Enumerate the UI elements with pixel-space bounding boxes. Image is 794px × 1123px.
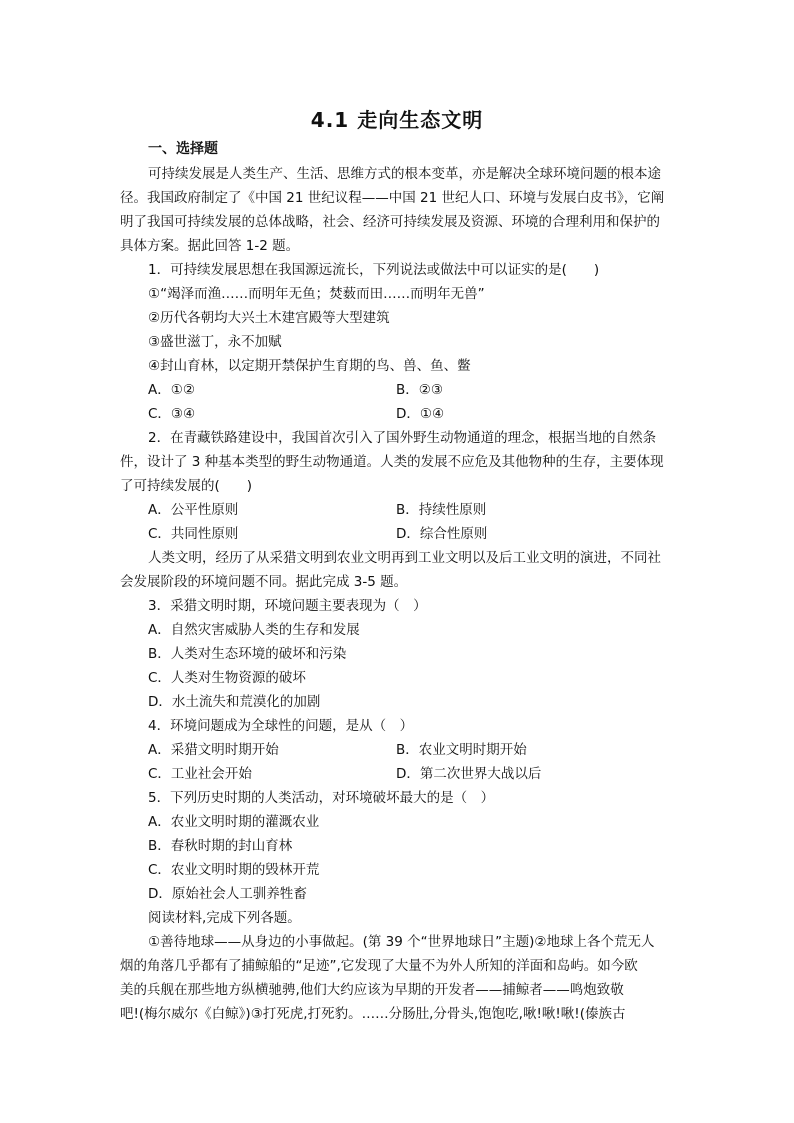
question-2-option-d: D．综合性原则 (396, 526, 488, 542)
paragraph-line: 可持续发展是人类生产、生活、思维方式的根本变革，亦是解决全球环境问题的根本途 (148, 166, 661, 182)
question-3-option-c: C．人类对生物资源的破坏 (148, 670, 306, 686)
question-5-option-a: A．农业文明时期的灌溉农业 (148, 814, 320, 830)
question-2-option-a: A．公平性原则 (148, 502, 239, 518)
question-5-option-c: C．农业文明时期的毁林开荒 (148, 862, 320, 878)
paragraph-line: 具体方案。据此回答 1-2 题。 (120, 238, 300, 254)
question-4-option-d: D．第二次世界大战以后 (396, 766, 542, 782)
question-2-option-c: C．共同性原则 (148, 526, 239, 542)
question-2-stem: 2．在青藏铁路建设中，我国首次引入了国外野生动物通道的理念，根据当地的自然条 (148, 430, 657, 446)
question-4-option-c: C．工业社会开始 (148, 766, 252, 782)
question-1-stem: 1．可持续发展思想在我国源远流长，下列说法或做法中可以证实的是( ) (148, 262, 600, 278)
reading-line: 美的兵舰在那些地方纵横驰骋,他们大约应该为早期的开发者——捕鲸者——鸣炮致敬 (120, 982, 624, 998)
paragraph-line: 径。我国政府制定了《中国 21 世纪议程——中国 21 世纪人口、环境与发展白皮书》，它阐 (120, 190, 665, 206)
question-5-option-d: D．原始社会人工驯养牲畜 (148, 886, 307, 902)
question-1-option-c: C．③④ (148, 406, 196, 422)
question-3-stem: 3．采猎文明时期，环境问题主要表现为（ ） (148, 598, 427, 614)
question-4-option-a: A．采猎文明时期开始 (148, 742, 279, 758)
paragraph-line: 明了我国可持续发展的总体战略，社会、经济可持续发展及资源、环境的合理利用和保护的 (120, 214, 660, 230)
section-heading: 一、选择题 (148, 141, 218, 157)
question-2-stem: 了可持续发展的( ) (120, 478, 253, 494)
question-1-item: ②历代各朝均大兴土木建宫殿等大型建筑 (148, 310, 390, 326)
question-4-stem: 4．环境问题成为全球性的问题，是从（ ） (148, 718, 414, 734)
question-3-option-a: A．自然灾害威胁人类的生存和发展 (148, 622, 360, 638)
question-2-option-b: B．持续性原则 (396, 502, 487, 518)
reading-line: 烟的角落几乎都有了捕鲸船的“足迹”,它发现了大量不为外人所知的洋面和岛屿。如今欧 (120, 958, 638, 974)
question-1-option-b: B．②③ (396, 382, 443, 398)
question-1-option-d: D．①④ (396, 406, 445, 422)
question-3-option-b: B．人类对生态环境的破坏和污染 (148, 646, 347, 662)
page-title: 4.1 走向生态文明 (310, 108, 484, 132)
question-3-option-d: D．水土流失和荒漠化的加剧 (148, 694, 321, 710)
paragraph-line: 会发展阶段的环境问题不同。据此完成 3-5 题。 (120, 574, 408, 590)
question-5-option-b: B．春秋时期的封山育林 (148, 838, 293, 854)
paragraph-line: 人类文明，经历了从采猎文明到农业文明再到工业文明以及后工业文明的演进，不同社 (148, 550, 661, 566)
reading-line: 吧!(梅尔威尔《白鲸》)③打死虎,打死豹。……分肠肚,分骨头,饱饱吃,啾!啾!啾!(傣族古 (120, 1006, 626, 1022)
question-1-item: ①“竭泽而渔……而明年无鱼；焚薮而田……而明年无兽” (148, 286, 485, 302)
reading-intro: 阅读材料,完成下列各题。 (148, 910, 301, 926)
question-4-option-b: B．农业文明时期开始 (396, 742, 527, 758)
question-1-item: ④封山育林，以定期开禁保护生育期的鸟、兽、鱼、鳖 (148, 358, 471, 374)
reading-line: ①善待地球——从身边的小事做起。(第 39 个“世界地球日”主题)②地球上各个荒无人 (148, 934, 655, 950)
question-1-option-a: A．①② (148, 382, 195, 398)
question-5-stem: 5．下列历史时期的人类活动，对环境破坏最大的是（ ） (148, 790, 495, 806)
question-2-stem: 件，设计了 3 种基本类型的野生动物通道。人类的发展不应危及其他物种的生存，主要体现 (120, 454, 664, 470)
question-1-item: ③盛世滋丁，永不加赋 (148, 334, 282, 350)
